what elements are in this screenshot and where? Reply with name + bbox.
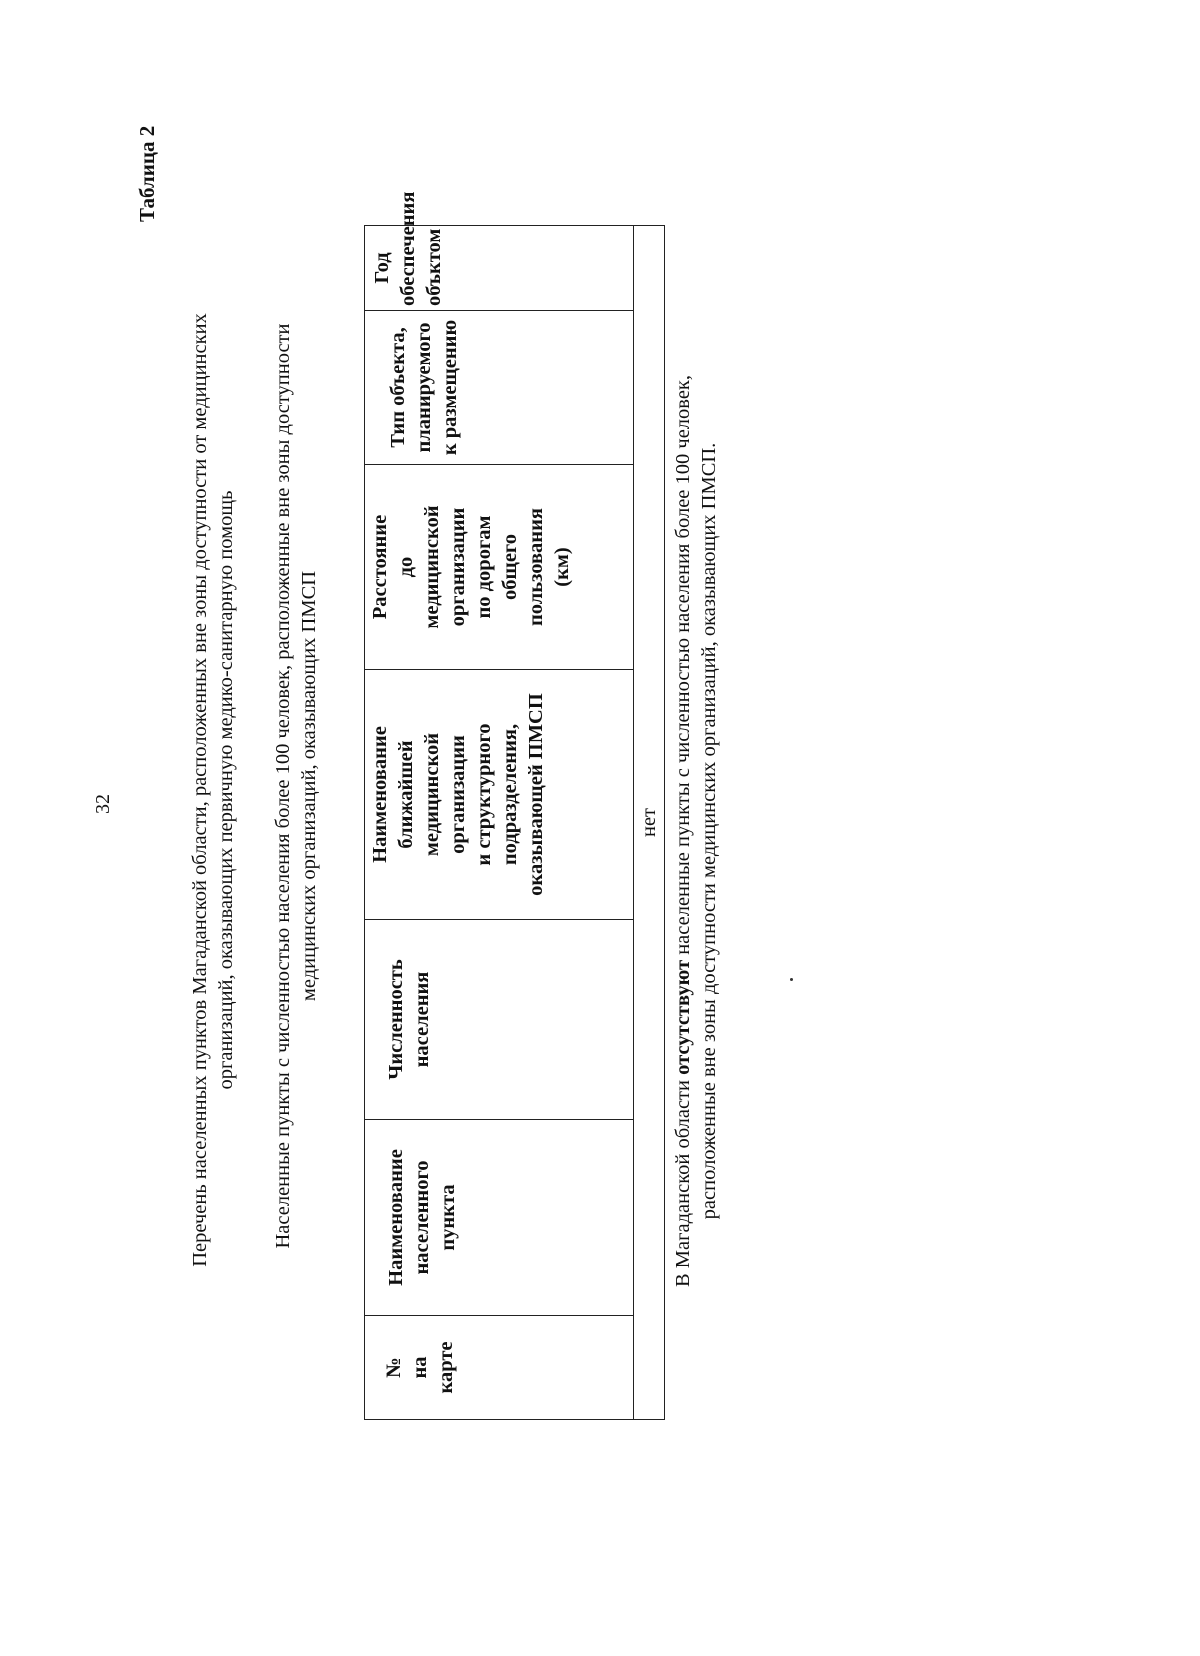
intro-line-2: организаций, оказывающих первичную медико-санитарную помощь xyxy=(215,490,237,1090)
footer-paragraph xyxy=(670,206,722,1456)
header-provision-year: Год обеспечения объктом xyxy=(365,226,634,311)
footer-suffix: населенные пункты с численностью населения более 100 человек, xyxy=(672,374,694,960)
footer-line-2: расположенные вне зоны доступности медицинских организаций, оказывающих ПМСП. xyxy=(698,442,720,1220)
empty-row-cell: нет xyxy=(634,226,665,1420)
table-title: Таблица 2 xyxy=(135,125,159,222)
page-number: 32 xyxy=(92,794,114,814)
subtitle-line-2: медицинских организаций, оказывающих ПМСП xyxy=(298,570,320,1002)
footer-bold-word: отсутствуют xyxy=(672,959,694,1075)
header-nearest-organization: Наименование ближайшей медицинской организации и структурного подразделения, оказывающей ПМСП xyxy=(365,670,634,920)
header-object-type: Тип объекта, планируемого к размещению xyxy=(365,311,634,465)
footer-prefix: В Магаданской области xyxy=(672,1074,694,1288)
subtitle-paragraph xyxy=(270,176,322,1396)
footer-line-1 xyxy=(670,206,696,1456)
table-header-row xyxy=(365,226,634,1420)
header-settlement-name: Наименование населенного пункта xyxy=(365,1120,634,1316)
header-distance: Расстояние до медицинской организации по дорогам общего пользования (км) xyxy=(365,465,634,670)
table-row xyxy=(634,226,665,1420)
header-population: Численность населения xyxy=(365,920,634,1120)
intro-paragraph xyxy=(187,140,239,1440)
settlements-table xyxy=(364,191,665,1420)
scan-speck xyxy=(790,978,793,981)
subtitle-line-1: Населенные пункты с численностью населения более 100 человек, расположенные вне зоны доступности xyxy=(272,323,294,1249)
header-map-number: № на карте xyxy=(365,1316,634,1420)
intro-line-1: Перечень населенных пунктов Магаданской области, расположенных вне зоны доступности от медицинских xyxy=(189,313,211,1267)
